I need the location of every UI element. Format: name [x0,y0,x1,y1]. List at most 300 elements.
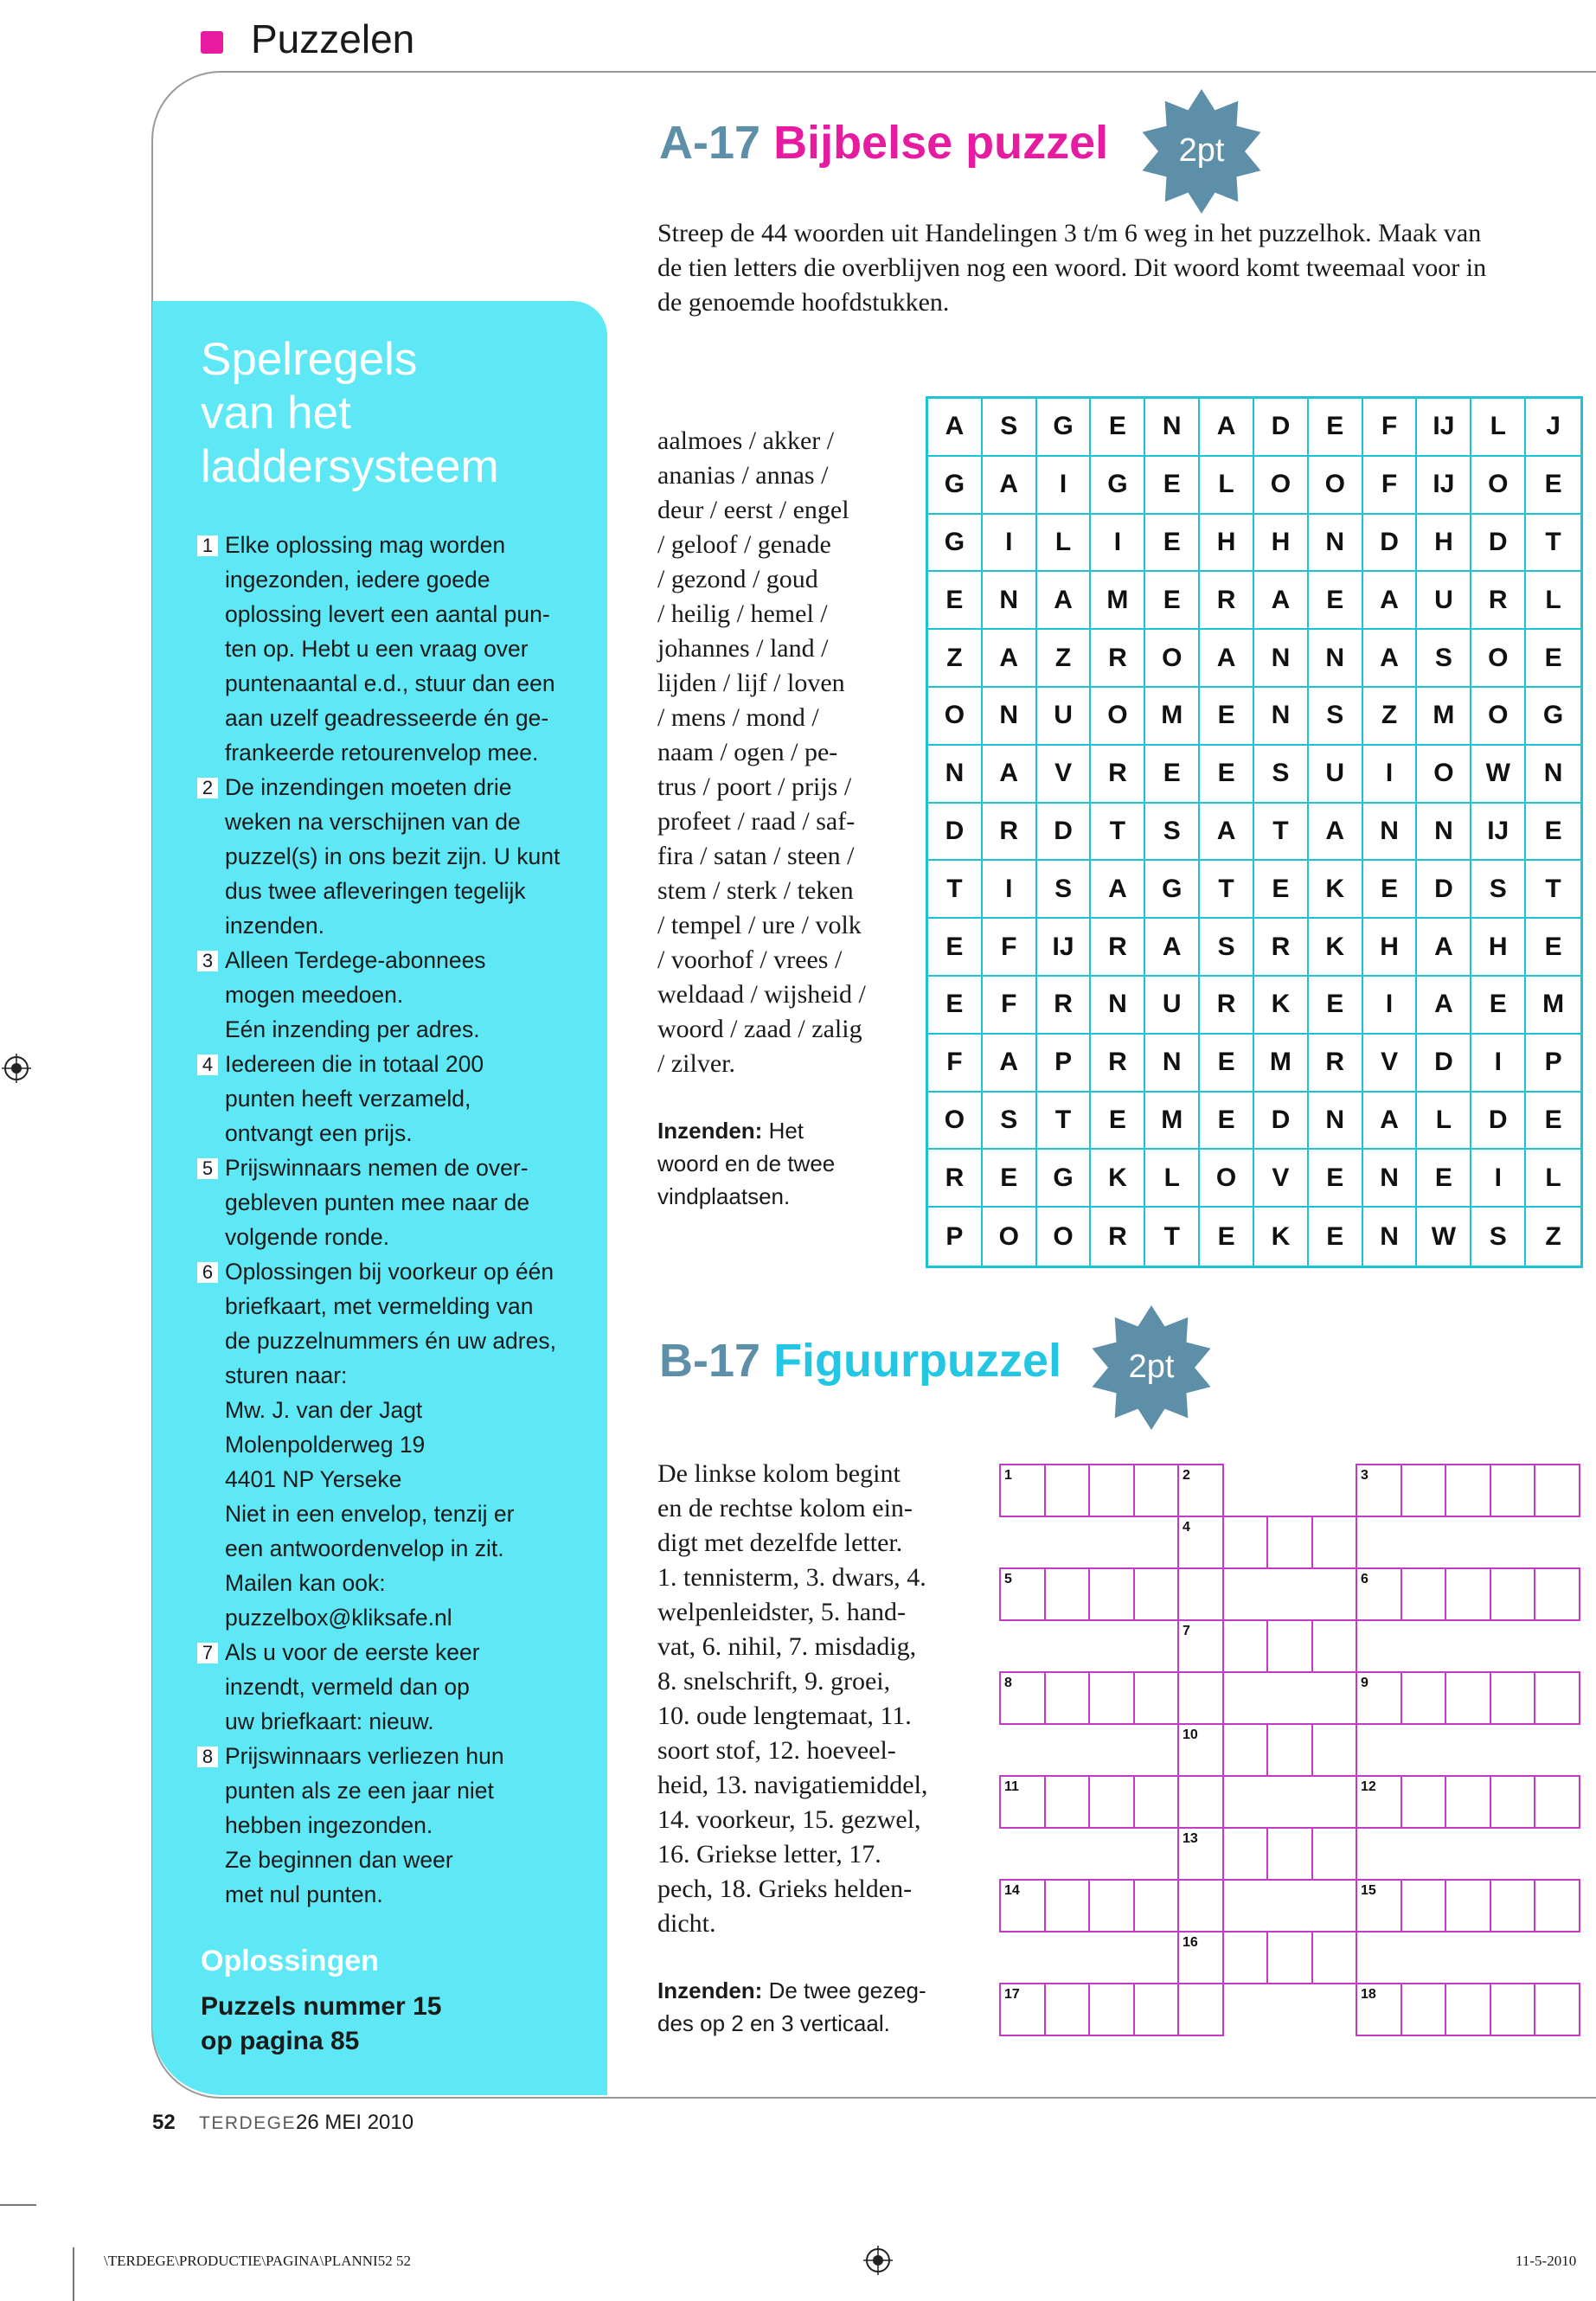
grid-letter: N [1363,804,1418,862]
points-b: 2pt [1128,1349,1175,1385]
grid-letter: E [983,1150,1037,1208]
crossword-number: 14 [1004,1883,1020,1898]
grid-letter: N [1526,746,1580,804]
grid-letter: IJ [1037,919,1092,977]
grid-letter: T [1200,861,1254,919]
grid-letter: E [1091,1093,1145,1150]
grid-letter: I [1091,515,1145,573]
clue-line: pech, 18. Grieks helden- [657,1875,913,1903]
grid-letter: G [1526,688,1580,746]
rule-number: 4 [197,1054,218,1075]
grid-letter: G [1037,1150,1092,1208]
grid-letter: N [1254,688,1309,746]
page-number: 52 [152,2111,176,2134]
slug-date: 11-5-2010 [1516,2253,1577,2269]
grid-letter: E [1091,399,1145,457]
grid-letter: U [1309,746,1363,804]
rule-text: Alleen Terdege-abonnees [225,947,486,973]
rule-text: Oplossingen bij voorkeur op één [225,1259,554,1285]
grid-letter: E [1145,746,1200,804]
clue-line: De linkse kolom begint [657,1459,901,1488]
rule-text: punten heeft verzameld, [225,1086,471,1112]
clue-line: 10. oude lengtemaat, 11. [657,1702,912,1730]
grid-letter: T [1091,804,1145,862]
grid-letter: O [1091,688,1145,746]
grid-letter: N [1309,630,1363,688]
rule-text: met nul punten. [225,1881,383,1907]
crossword-cell [1445,1983,1491,2036]
grid-letter: K [1309,861,1363,919]
puzzle-b-code: B-17 [659,1335,761,1387]
grid-letter: O [1037,1208,1092,1266]
grid-letter: S [1145,804,1200,862]
grid-letter: L [1200,457,1254,515]
submit-text: De twee gezeg- [762,1977,926,2003]
rule-text: volgende ronde. [225,1224,390,1250]
grid-letter: I [1037,457,1092,515]
crossword-number: 3 [1361,1468,1368,1483]
crossword-number: 11 [1004,1779,1019,1794]
grid-letter: I [1471,1150,1526,1208]
grid-letter: P [1526,1035,1580,1093]
grid-letter: R [983,804,1037,862]
crossword-cell [1222,1931,1269,1984]
grid-letter: A [1091,861,1145,919]
rule-text: Iedereen die in totaal 200 [225,1051,484,1077]
word-list-line: / zilver. [657,1049,735,1078]
grid-letter: O [928,688,983,746]
crossword-cell [1044,1671,1091,1725]
grid-letter: S [1309,688,1363,746]
crossword-cell [1534,1671,1580,1725]
grid-letter: V [1037,746,1092,804]
grid-letter: M [1417,688,1471,746]
rule-text: inzenden. [225,913,324,939]
crossword-cell [1044,1879,1091,1932]
grid-letter: F [983,977,1037,1035]
rule-number: 2 [197,778,218,798]
grid-letter: H [1254,515,1309,573]
crossword-number: 5 [1004,1572,1012,1586]
grid-letter: I [983,861,1037,919]
clue-line: 1. tennisterm, 3. dwars, 4. [657,1563,926,1592]
crossword-cell [1311,1619,1358,1673]
grid-letter: I [1363,977,1418,1035]
rule-text: oplossing levert een aantal pun- [225,601,550,627]
rule-item [197,1254,595,1635]
crossword-number: 17 [1004,1987,1020,2002]
crossword-cell [1401,1775,1447,1829]
grid-letter: N [1091,977,1145,1035]
grid-letter: R [1091,630,1145,688]
crossword-number: 2 [1183,1468,1190,1483]
grid-letter: O [1471,688,1526,746]
grid-letter: R [1091,1035,1145,1093]
word-list-line: / heilig / hemel / [657,599,828,628]
puzzle-a-title [659,116,1108,170]
crossword-cell [1445,1879,1491,1932]
rule-text: Als u voor de eerste keer [225,1639,480,1665]
grid-letter: E [1200,688,1254,746]
word-list-line: woord / zaad / zalig [657,1015,862,1043]
word-list-line: / geloof / genade [657,530,831,559]
grid-letter: M [1091,572,1145,630]
crossword-number: 15 [1361,1883,1376,1898]
crossword-cell [1266,1827,1313,1881]
rule-text: Ze beginnen dan weer [225,1847,453,1873]
grid-letter: A [983,746,1037,804]
grid-letter: A [1363,572,1418,630]
submit-text: Het [762,1118,804,1144]
puzzle-a-name: Bijbelse puzzel [773,117,1109,169]
grid-letter: L [1037,515,1092,573]
grid-letter: U [1037,688,1092,746]
crossword-cell [1490,1983,1536,2036]
crossword-number: 1 [1004,1468,1012,1483]
grid-letter: N [1145,1035,1200,1093]
grid-letter: I [1363,746,1418,804]
crossword-cell [1177,1879,1224,1932]
grid-letter: Z [1037,630,1092,688]
section-marker [201,31,223,54]
grid-letter: A [1417,977,1471,1035]
grid-letter: N [1417,804,1471,862]
grid-letter: E [1309,399,1363,457]
grid-letter: U [1417,572,1471,630]
grid-letter: L [1417,1093,1471,1150]
puzzle-b-submit [657,1974,969,2040]
rule-item [197,528,595,770]
word-list-line: stem / sterk / teken [657,876,854,905]
grid-letter: P [928,1208,983,1266]
word-list-line: ananias / annas / [657,461,829,490]
registration-mark-icon [863,2246,893,2275]
grid-letter: H [1417,515,1471,573]
rule-text: Prijswinnaars nemen de over- [225,1155,529,1181]
crossword-cell [1133,1775,1180,1829]
crossword-cell [1534,1567,1580,1621]
grid-letter: T [1254,804,1309,862]
grid-letter: R [1091,1208,1145,1266]
grid-letter: N [1309,1093,1363,1150]
word-list-line: lijden / lijf / loven [657,669,845,697]
rule-text: puzzel(s) in ons bezit zijn. U kunt [225,843,561,869]
grid-letter: E [1145,515,1200,573]
crossword-cell [1534,1879,1580,1932]
grid-letter: N [1363,1150,1418,1208]
grid-letter: E [1526,804,1580,862]
rule-text: Prijswinnaars verliezen hun [225,1743,504,1769]
submit-text: des op 2 en 3 verticaal. [657,2010,890,2036]
rule-text: aan uzelf geadresseerde én ge- [225,705,549,731]
grid-letter: O [928,1093,983,1150]
grid-letter: F [1363,399,1418,457]
rule-item [197,1150,595,1254]
crossword-cell [1177,1983,1224,2036]
rule-text: puzzelbox@kliksafe.nl [225,1605,452,1631]
submit-text: vindplaatsen. [657,1183,791,1209]
clue-line: soort stof, 12. hoeveel- [657,1736,896,1765]
crossword-cell [1534,1775,1580,1829]
rule-number: 8 [197,1747,218,1767]
solutions-text [201,1990,441,2059]
crop-mark [73,2247,74,2301]
grid-letter: A [983,457,1037,515]
sidebar-title-line: van het [201,388,351,439]
crossword-cell [1490,1567,1536,1621]
crossword-cell [1445,1464,1491,1517]
grid-letter: O [1417,746,1471,804]
grid-letter: M [1145,688,1200,746]
grid-letter: S [1417,630,1471,688]
grid-letter: D [1471,515,1526,573]
crossword-cell [1222,1516,1269,1569]
rule-text: een antwoordenvelop in zit. [225,1535,504,1561]
puzzle-a-intro [657,216,1574,320]
sidebar-title-line: laddersysteem [201,441,499,492]
crossword-cell [1088,1775,1135,1829]
grid-letter: E [928,919,983,977]
grid-letter: D [1417,1035,1471,1093]
section-title: Puzzelen [251,16,415,61]
grid-letter: E [1145,572,1200,630]
rule-text: puntenaantal e.d., stuur dan een [225,670,555,696]
crossword-cell [1088,1671,1135,1725]
grid-letter: R [1309,1035,1363,1093]
grid-letter: IJ [1417,399,1471,457]
crossword-cell [1534,1464,1580,1517]
grid-letter: S [983,1093,1037,1150]
points-badge-a [1137,87,1266,216]
grid-letter: E [1200,1035,1254,1093]
rule-number: 1 [197,535,218,556]
word-list-line: / gezond / goud [657,565,818,593]
magazine-name: TERDEGE [199,2113,297,2133]
crossword-cell [1401,1567,1447,1621]
grid-letter: E [1145,457,1200,515]
points-badge-b [1086,1303,1216,1433]
grid-letter: W [1471,746,1526,804]
crossword-number: 7 [1183,1624,1190,1638]
crossword-cell [1534,1983,1580,2036]
rule-text: Mw. J. van der Jagt [225,1397,423,1423]
grid-letter: I [983,515,1037,573]
crossword-cell [1044,1567,1091,1621]
grid-letter: Z [1363,688,1418,746]
crossword-cell [1445,1775,1491,1829]
grid-letter: N [1363,1208,1418,1266]
grid-letter: E [928,572,983,630]
grid-letter: F [928,1035,983,1093]
intro-line: Streep de 44 woorden uit Handelingen 3 t/m 6 weg in het puzzelhok. Maak van [657,219,1482,247]
rule-text: ingezonden, iedere goede [225,567,490,593]
rule-text: ontvangt een prijs. [225,1120,413,1146]
grid-letter: F [983,919,1037,977]
rule-item [197,770,595,943]
rule-item [197,943,595,1047]
solutions-title: Oplossingen [201,1945,379,1977]
grid-letter: F [1363,457,1418,515]
word-list-line: fira / satan / steen / [657,842,855,870]
crossword-cell [1490,1671,1536,1725]
grid-letter: A [1200,804,1254,862]
puzzle-b-name: Figuurpuzzel [773,1335,1062,1387]
rule-text: hebben ingezonden. [225,1812,433,1838]
grid-letter: A [983,1035,1037,1093]
grid-letter: E [1363,861,1418,919]
grid-letter: U [1145,977,1200,1035]
word-list [657,424,917,1081]
grid-letter: D [1363,515,1418,573]
rule-text: Molenpolderweg 19 [225,1432,426,1458]
word-list-line: deur / eerst / engel [657,496,849,524]
rule-text: uw briefkaart: nieuw. [225,1708,434,1734]
crossword-cell [1222,1619,1269,1673]
rule-number: 6 [197,1262,218,1283]
grid-letter: G [1091,457,1145,515]
crossword-cell [1044,1464,1091,1517]
crossword-cell [1490,1775,1536,1829]
grid-letter: A [1145,919,1200,977]
crossword-cell [1133,1983,1180,2036]
crossword-cell [1401,1464,1447,1517]
crossword-cell [1490,1879,1536,1932]
grid-letter: N [1145,399,1200,457]
crossword-number: 10 [1183,1727,1198,1742]
grid-letter: E [1526,630,1580,688]
grid-letter: E [1254,861,1309,919]
clue-line: en de rechtse kolom ein- [657,1494,913,1522]
crossword-cell [1311,1723,1358,1777]
crossword-cell [1266,1516,1313,1569]
grid-letter: I [1471,1035,1526,1093]
submit-label: Inzenden: [657,1977,763,2003]
crossword-cell [1133,1464,1180,1517]
registration-mark-icon [2,1054,31,1083]
grid-letter: D [1254,1093,1309,1150]
grid-letter: A [1200,399,1254,457]
grid-letter: A [1417,919,1471,977]
grid-letter: S [1471,861,1526,919]
rule-number: 7 [197,1643,218,1663]
grid-letter: D [1471,1093,1526,1150]
crossword-cell [1445,1567,1491,1621]
solutions-line: Puzzels nummer 15 [201,1992,442,2021]
rule-item [197,1635,595,1739]
grid-letter: E [1309,572,1363,630]
word-list-line: / mens / mond / [657,703,819,732]
crossword-cell [1401,1983,1447,2036]
crossword-number: 8 [1004,1676,1012,1690]
grid-letter: E [1526,457,1580,515]
grid-letter: E [1417,1150,1471,1208]
grid-letter: K [1254,1208,1309,1266]
crossword-cell [1177,1671,1224,1725]
grid-letter: R [1471,572,1526,630]
grid-letter: T [1526,861,1580,919]
grid-letter: E [928,977,983,1035]
grid-letter: L [1526,1150,1580,1208]
grid-letter: K [1091,1150,1145,1208]
grid-letter: L [1145,1150,1200,1208]
crossword-cell [1445,1671,1491,1725]
grid-letter: O [1471,630,1526,688]
grid-letter: R [1091,919,1145,977]
rule-text: de puzzelnummers én uw adres, [225,1328,556,1354]
grid-letter: L [1471,399,1526,457]
grid-letter: M [1526,977,1580,1035]
rule-text: gebleven punten mee naar de [225,1189,530,1215]
grid-letter: E [1200,1093,1254,1150]
crossword-cell [1311,1931,1358,1984]
grid-letter: A [1363,630,1418,688]
rule-number: 3 [197,951,218,971]
grid-letter: V [1363,1035,1418,1093]
grid-letter: E [1526,919,1580,977]
grid-letter: A [1037,572,1092,630]
grid-letter: D [1037,804,1092,862]
crossword-cell [1222,1827,1269,1881]
sidebar-title-line: Spelregels [201,334,418,385]
grid-letter: M [1254,1035,1309,1093]
word-list-line: weldaad / wijsheid / [657,980,866,1009]
grid-letter: E [1309,1150,1363,1208]
crossword-number: 9 [1361,1676,1368,1690]
clue-line: 14. voorkeur, 15. gezwel, [657,1805,921,1834]
puzzle-a-submit [657,1114,917,1213]
grid-letter: H [1471,919,1526,977]
slug-path: \TERDEGE\PRODUCTIE\PAGINA\PLANNI52 52 [104,2253,411,2269]
grid-letter: IJ [1417,457,1471,515]
rule-text: weken na verschijnen van de [225,809,521,835]
grid-letter: H [1363,919,1418,977]
grid-letter: R [1200,572,1254,630]
grid-letter: K [1309,919,1363,977]
grid-letter: G [928,515,983,573]
crossword-number: 12 [1361,1779,1376,1794]
rule-item [197,1047,595,1150]
grid-letter: T [1526,515,1580,573]
grid-letter: P [1037,1035,1092,1093]
clue-line: welpenleidster, 5. hand- [657,1598,907,1626]
grid-letter: G [1037,399,1092,457]
puzzle-a-code: A-17 [659,117,761,169]
rule-text: punten als ze een jaar niet [225,1778,494,1804]
grid-letter: E [1309,977,1363,1035]
grid-letter: O [1309,457,1363,515]
rule-text: mogen meedoen. [225,982,404,1008]
crossword-cell [1088,1879,1135,1932]
grid-letter: S [1254,746,1309,804]
grid-letter: J [1526,399,1580,457]
rule-text: inzendt, vermeld dan op [225,1674,470,1700]
grid-letter: S [983,399,1037,457]
grid-letter: L [1526,572,1580,630]
crossword-number: 6 [1361,1572,1368,1586]
puzzle-b-title [659,1334,1061,1388]
rule-text: briefkaart, met vermelding van [225,1293,534,1319]
grid-letter: R [1091,746,1145,804]
grid-letter: S [1200,919,1254,977]
grid-letter: N [928,746,983,804]
grid-letter: V [1254,1150,1309,1208]
crossword-number: 4 [1183,1520,1190,1535]
crossword-cell [1222,1723,1269,1777]
sidebar-title [201,333,581,494]
grid-letter: D [1254,399,1309,457]
rule-text: 4401 NP Yerseke [225,1466,402,1492]
grid-letter: O [1471,457,1526,515]
